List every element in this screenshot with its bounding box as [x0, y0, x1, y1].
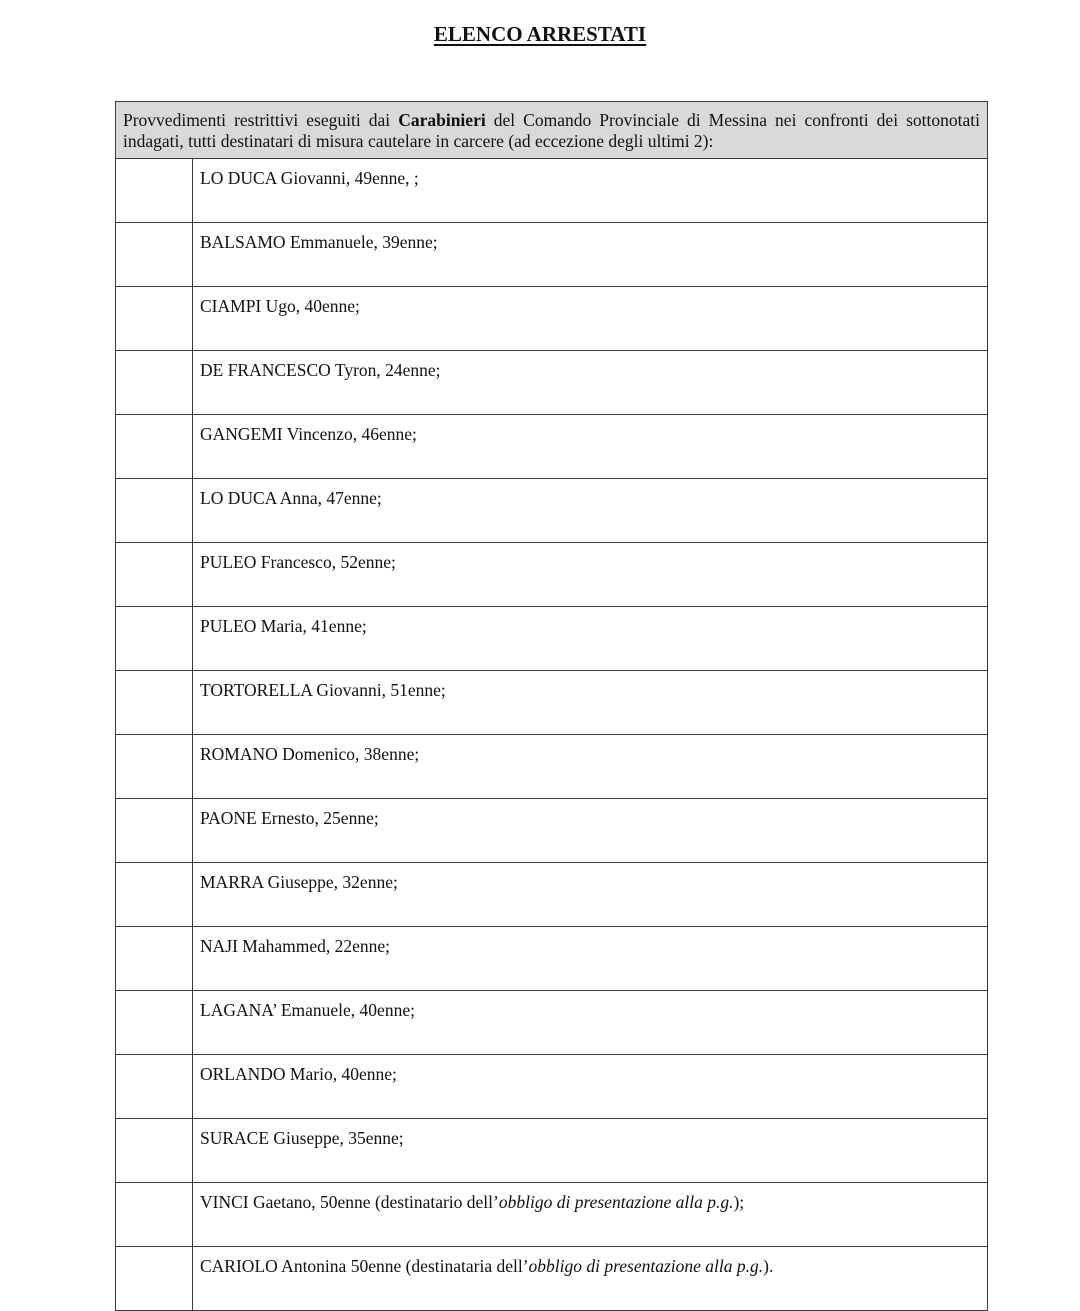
row-text: DE FRANCESCO Tyron, 24enne;: [200, 360, 441, 380]
table-row: [116, 799, 988, 863]
row-italic-text: obbligo di presentazione alla p.g.: [528, 1256, 764, 1276]
row-text: CIAMPI Ugo, 40enne;: [200, 296, 360, 316]
row-text: VINCI Gaetano, 50enne (destinatario dell’: [200, 1192, 499, 1212]
row-name-cell: [193, 159, 988, 223]
row-index-cell: [116, 1119, 193, 1183]
row-index-cell: [116, 287, 193, 351]
table-row: [116, 1247, 988, 1311]
row-text: MARRA Giuseppe, 32enne;: [200, 872, 398, 892]
row-name-cell: [193, 287, 988, 351]
row-index-cell: [116, 1183, 193, 1247]
row-name-cell: [193, 799, 988, 863]
row-text: LO DUCA Giovanni, 49enne, ;: [200, 168, 419, 188]
row-name-cell: [193, 863, 988, 927]
row-name-cell: [193, 991, 988, 1055]
row-index-cell: [116, 351, 193, 415]
row-name-cell: [193, 735, 988, 799]
row-text: NAJI Mahammed, 22enne;: [200, 936, 391, 956]
table-row: [116, 351, 988, 415]
row-name-cell: [193, 671, 988, 735]
row-name-cell: [193, 543, 988, 607]
row-index-cell: [116, 479, 193, 543]
table-row: [116, 1119, 988, 1183]
row-text: PULEO Francesco, 52enne;: [200, 552, 396, 572]
row-index-cell: [116, 991, 193, 1055]
table-row: [116, 927, 988, 991]
row-index-cell: [116, 543, 193, 607]
document-title: [0, 21, 1080, 47]
row-text: PAONE Ernesto, 25enne;: [200, 808, 379, 828]
row-text: PULEO Maria, 41enne;: [200, 616, 367, 636]
table-row: [116, 159, 988, 223]
row-name-cell: [193, 1055, 988, 1119]
table-row: [116, 735, 988, 799]
row-index-cell: [116, 1247, 193, 1311]
row-text: TORTORELLA Giovanni, 51enne;: [200, 680, 446, 700]
row-text: CARIOLO Antonina 50enne (destinataria dell’: [200, 1256, 529, 1276]
row-name-cell: [193, 415, 988, 479]
header-text-bold: Carabinieri: [398, 110, 486, 130]
row-end-text: );: [733, 1192, 745, 1212]
document-title-text: ELENCO ARRESTATI: [433, 22, 647, 46]
row-name-cell: [193, 927, 988, 991]
row-index-cell: [116, 735, 193, 799]
table-row: [116, 1055, 988, 1119]
row-index-cell: [116, 927, 193, 991]
table-header-cell: [116, 102, 988, 159]
row-index-cell: [116, 863, 193, 927]
row-end-text: ).: [763, 1256, 774, 1276]
table-row: [116, 671, 988, 735]
row-index-cell: [116, 799, 193, 863]
table-row: [116, 863, 988, 927]
row-name-cell: [193, 607, 988, 671]
table-row: [116, 415, 988, 479]
row-index-cell: [116, 159, 193, 223]
table-header-row: [116, 102, 988, 159]
row-name-cell: [193, 351, 988, 415]
row-index-cell: [116, 223, 193, 287]
row-text: LO DUCA Anna, 47enne;: [200, 488, 382, 508]
row-name-cell: [193, 479, 988, 543]
row-text: SURACE Giuseppe, 35enne;: [200, 1128, 404, 1148]
row-italic-text: obbligo di presentazione alla p.g.: [498, 1192, 734, 1212]
table-row: [116, 991, 988, 1055]
row-name-cell: [193, 1183, 988, 1247]
row-text: ORLANDO Mario, 40enne;: [200, 1064, 397, 1084]
table-row: [116, 223, 988, 287]
table-row: [116, 607, 988, 671]
row-text: BALSAMO Emmanuele, 39enne;: [200, 232, 438, 252]
table-row: [116, 543, 988, 607]
row-index-cell: [116, 1055, 193, 1119]
row-index-cell: [116, 607, 193, 671]
header-text-part1: Provvedimenti restrittivi eseguiti dai: [123, 110, 399, 130]
table-row: [116, 479, 988, 543]
row-text: GANGEMI Vincenzo, 46enne;: [200, 424, 417, 444]
table-row: [116, 1183, 988, 1247]
table-row: [116, 287, 988, 351]
row-name-cell: [193, 1119, 988, 1183]
row-text: ROMANO Domenico, 38enne;: [200, 744, 420, 764]
row-text: LAGANA’ Emanuele, 40enne;: [200, 1000, 415, 1020]
header-text-part2: del Comando Provinciale di Messina nei confronti dei sottonotati indagati, tutti destinatari di misura cautelare in carcere (ad eccezione degli ultimi 2):: [123, 110, 980, 151]
row-index-cell: [116, 415, 193, 479]
row-name-cell: [193, 223, 988, 287]
row-index-cell: [116, 671, 193, 735]
arrest-list-table: [115, 101, 988, 1311]
row-name-cell: [193, 1247, 988, 1311]
